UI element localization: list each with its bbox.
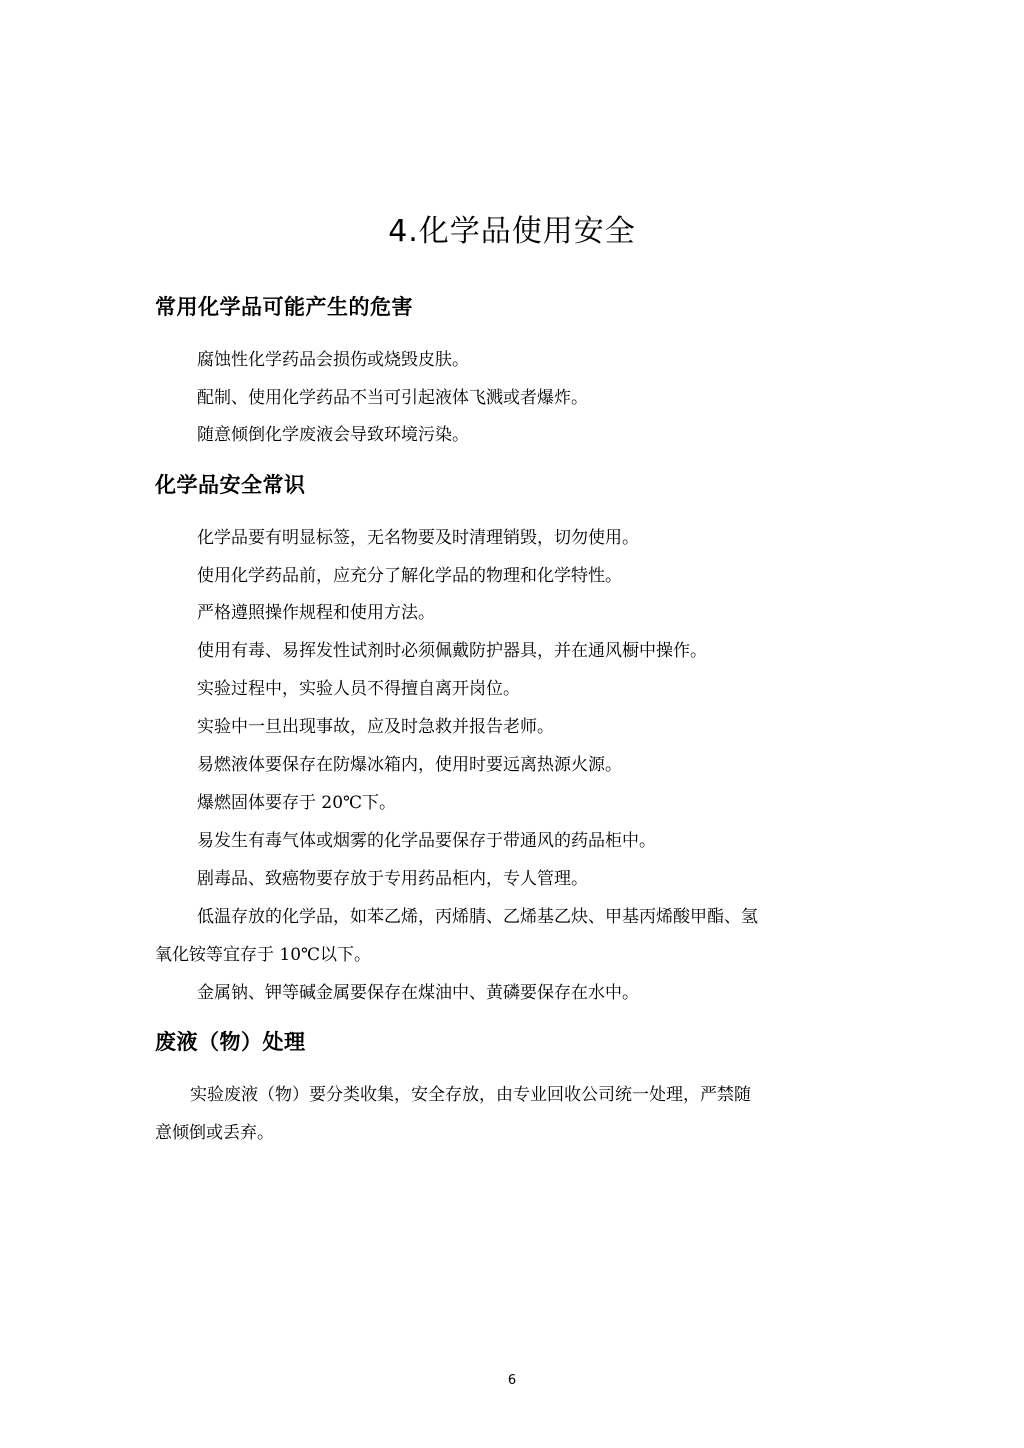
page-number: 6 bbox=[507, 1373, 517, 1388]
paragraph-line: 易燃液体要保存在防爆冰箱内，使用时要远离热源火源。 bbox=[197, 755, 622, 775]
paragraph-line: 化学品要有明显标签，无名物要及时清理销毁，切勿使用。 bbox=[197, 528, 639, 548]
paragraph-line: 剧毒品、致癌物要存放于专用药品柜内，专人管理。 bbox=[197, 869, 588, 889]
paragraph-line: 爆燃固体要存于 20℃下。 bbox=[197, 793, 397, 813]
paragraph-line: 使用有毒、易挥发性试剂时必须佩戴防护器具，并在通风橱中操作。 bbox=[197, 641, 707, 661]
paragraph-line: 实验过程中，实验人员不得擅自离开岗位。 bbox=[197, 679, 520, 699]
paragraph-line: 使用化学药品前，应充分了解化学品的物理和化学特性。 bbox=[197, 566, 622, 586]
paragraph-line: 腐蚀性化学药品会损伤或烧毁皮肤。 bbox=[197, 350, 469, 370]
section-heading-safety-knowledge: 化学品安全常识 bbox=[155, 473, 306, 497]
section-heading-hazards: 常用化学品可能产生的危害 bbox=[155, 295, 413, 319]
section-heading-waste-disposal: 废液（物）处理 bbox=[155, 1030, 306, 1054]
paragraph-line: 氧化铵等宜存于 10℃以下。 bbox=[155, 945, 372, 965]
paragraph-line: 严格遵照操作规程和使用方法。 bbox=[197, 603, 435, 623]
paragraph-line: 意倾倒或丢弃。 bbox=[155, 1123, 274, 1143]
paragraph-line: 实验废液（物）要分类收集，安全存放，由专业回收公司统一处理，严禁随 bbox=[190, 1085, 751, 1105]
paragraph-line: 随意倾倒化学废液会导致环境污染。 bbox=[197, 425, 469, 445]
paragraph-line: 低温存放的化学品，如苯乙烯，丙烯腈、乙烯基乙炔、甲基丙烯酸甲酯、氢 bbox=[197, 907, 758, 927]
paragraph-line: 实验中一旦出现事故，应及时急救并报告老师。 bbox=[197, 717, 554, 737]
paragraph-line: 易发生有毒气体或烟雾的化学品要保存于带通风的药品柜中。 bbox=[197, 831, 656, 851]
paragraph-line: 金属钠、钾等碱金属要保存在煤油中、黄磷要保存在水中。 bbox=[197, 983, 639, 1003]
paragraph-line: 配制、使用化学药品不当可引起液体飞溅或者爆炸。 bbox=[197, 388, 588, 408]
page-title: 4.化学品使用安全 bbox=[388, 214, 636, 249]
